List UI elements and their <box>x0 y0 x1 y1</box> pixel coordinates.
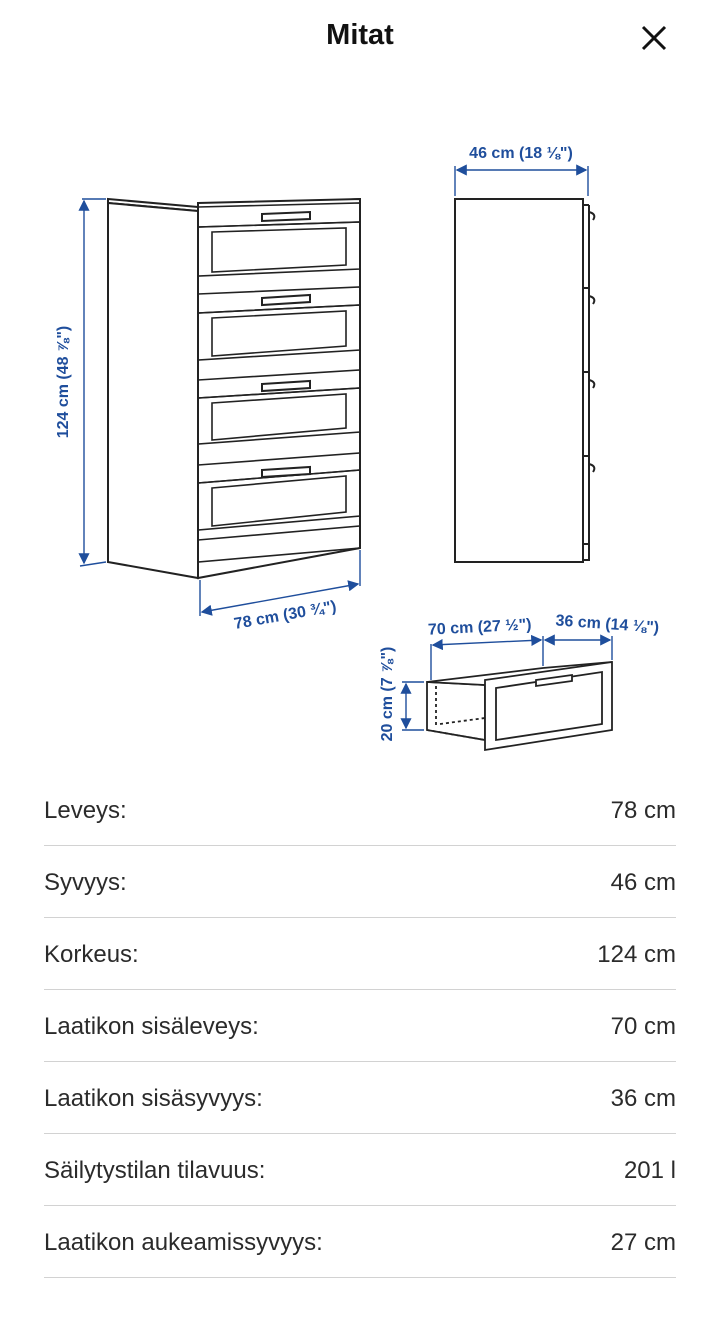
width-label: 78 cm (30 ¾") <box>232 598 338 633</box>
chest-side-view <box>455 199 594 562</box>
drawer-width-label: 70 cm (27 ½") <box>427 616 532 639</box>
spec-row-drawer-inner-depth <box>44 1062 676 1134</box>
spec-label: Syvyys: <box>44 868 127 896</box>
spec-row-storage-volume <box>44 1134 676 1206</box>
drawer-height-label: 20 cm (7 ⅞") <box>379 646 396 742</box>
spec-row-drawer-inner-width <box>44 990 676 1062</box>
spec-label: Säilytystilan tilavuus: <box>44 1156 266 1184</box>
depth-label: 46 cm (18 ⅛") <box>469 145 573 162</box>
dimension-drawing <box>0 90 720 770</box>
spec-value: 70 cm <box>610 1012 676 1040</box>
spec-label: Laatikon aukeamissyvyys: <box>44 1228 323 1256</box>
spec-row-depth <box>44 846 676 918</box>
spec-label: Leveys: <box>44 796 127 824</box>
spec-value: 78 cm <box>610 796 676 824</box>
chest-front-view <box>108 199 360 578</box>
dialog-header <box>0 0 720 76</box>
spec-row-height <box>44 918 676 990</box>
spec-value: 27 cm <box>610 1228 676 1256</box>
spec-value: 36 cm <box>610 1084 676 1112</box>
height-label: 124 cm (48 ⅞") <box>55 325 72 439</box>
spec-label: Laatikon sisäsyvyys: <box>44 1084 263 1112</box>
dimensions-list <box>44 774 676 1278</box>
spec-label: Laatikon sisäleveys: <box>44 1012 259 1040</box>
spec-value: 46 cm <box>610 868 676 896</box>
spec-label: Korkeus: <box>44 940 139 968</box>
dimension-drawing-svg <box>0 90 720 770</box>
close-button[interactable] <box>630 14 678 62</box>
spec-row-drawer-opening-depth <box>44 1206 676 1278</box>
close-icon <box>641 25 667 51</box>
drawer-detail-view <box>427 662 612 750</box>
spec-row-width <box>44 774 676 846</box>
dialog-title: Mitat <box>326 19 394 51</box>
spec-value: 201 l <box>623 1156 676 1184</box>
drawer-depth-label: 36 cm (14 ⅛") <box>555 612 660 637</box>
spec-value: 124 cm <box>597 940 676 968</box>
